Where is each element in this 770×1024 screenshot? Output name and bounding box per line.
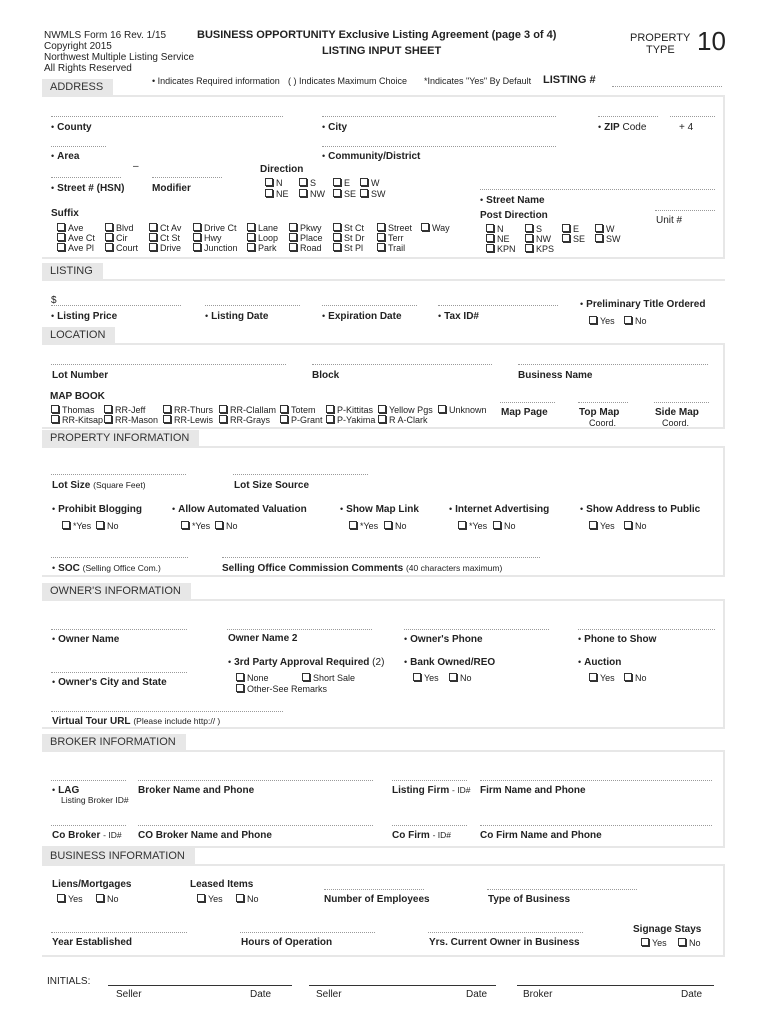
section-property-information: PROPERTY INFORMATION bbox=[42, 430, 199, 446]
suffix-st-pl[interactable]: St Pl bbox=[333, 243, 363, 253]
type-of-business-field[interactable] bbox=[487, 889, 637, 890]
signage-label: Signage Stays bbox=[633, 924, 702, 935]
show-address-yes[interactable]: Yes bbox=[589, 521, 615, 531]
lot-size-source-label: Lot Size Source bbox=[234, 480, 310, 491]
initials-label: INITIALS: bbox=[47, 976, 91, 987]
leased-no[interactable]: No bbox=[236, 894, 259, 904]
suffix-junction[interactable]: Junction bbox=[193, 243, 238, 253]
post-dir-e[interactable]: E bbox=[562, 224, 579, 234]
section-address: ADDRESS bbox=[42, 79, 113, 95]
map-book-p-kittitas[interactable]: P-Kittitas bbox=[326, 405, 373, 415]
auction-no[interactable]: No bbox=[624, 673, 647, 683]
post-dir-se[interactable]: SE bbox=[562, 234, 585, 244]
internet-yes[interactable]: *Yes bbox=[458, 521, 487, 531]
post-dir-w[interactable]: W bbox=[595, 224, 615, 234]
legend-max: ( ) Indicates Maximum Choice bbox=[288, 76, 408, 86]
top-map-label: Top Map bbox=[579, 407, 620, 418]
legend-required: • Indicates Required information bbox=[152, 76, 280, 86]
leased-items-label: Leased Items bbox=[190, 879, 254, 890]
listing-firm-id-field[interactable] bbox=[392, 780, 467, 781]
section-broker-information: BROKER INFORMATION bbox=[42, 734, 186, 750]
virtual-tour-field[interactable] bbox=[51, 711, 283, 712]
suffix-hwy[interactable]: Hwy bbox=[193, 233, 222, 243]
suffix-place[interactable]: Place bbox=[289, 233, 323, 243]
map-book-rr-clallam[interactable]: RR-Clallam bbox=[219, 405, 276, 415]
listing-firm-label: Listing Firm - ID# bbox=[392, 785, 471, 796]
section-owner-information: OWNER'S INFORMATION bbox=[42, 583, 191, 599]
map-book-rr-kitsap[interactable]: RR-Kitsap bbox=[51, 415, 103, 425]
employees-field[interactable] bbox=[324, 889, 424, 890]
blogging-no[interactable]: No bbox=[96, 521, 119, 531]
leased-yes[interactable]: Yes bbox=[197, 894, 223, 904]
map-book-p-grant[interactable]: P-Grant bbox=[280, 415, 323, 425]
suffix-trail[interactable]: Trail bbox=[377, 243, 405, 253]
zip4-label: + 4 bbox=[679, 122, 694, 133]
post-dir-kps[interactable]: KPS bbox=[525, 244, 554, 254]
street-number-field[interactable] bbox=[51, 177, 121, 178]
firm-name-label: Firm Name and Phone bbox=[480, 785, 586, 796]
hours-label: Hours of Operation bbox=[241, 937, 333, 948]
post-dir-s[interactable]: S bbox=[525, 224, 542, 234]
street-number-label: • Street # (HSN) bbox=[51, 183, 125, 194]
internet-no[interactable]: No bbox=[493, 521, 516, 531]
signage-no[interactable]: No bbox=[678, 938, 701, 948]
auction-yes[interactable]: Yes bbox=[589, 673, 615, 683]
business-name-label: Business Name bbox=[518, 370, 593, 381]
direction-label: Direction bbox=[260, 164, 304, 175]
seller-2-label: Seller bbox=[316, 989, 342, 1000]
phone-to-show-label: • Phone to Show bbox=[578, 634, 657, 645]
unit-label: Unit # bbox=[656, 215, 683, 226]
soc-field[interactable] bbox=[51, 557, 188, 558]
section-business-information: BUSINESS INFORMATION bbox=[42, 848, 195, 864]
tax-id-field[interactable] bbox=[438, 305, 558, 306]
dollar-sign: $ bbox=[51, 295, 57, 306]
third-party-short-sale[interactable]: Short Sale bbox=[302, 673, 355, 683]
post-dir-sw[interactable]: SW bbox=[595, 234, 621, 244]
area-dash: – bbox=[133, 161, 139, 172]
suffix-street[interactable]: Street bbox=[377, 223, 412, 233]
map-book-rr-jeff[interactable]: RR-Jeff bbox=[104, 405, 145, 415]
internet-advertising-label: • Internet Advertising bbox=[449, 504, 550, 515]
owner-city-state-label: • Owner's City and State bbox=[52, 677, 167, 688]
direction-nw[interactable]: NW bbox=[299, 189, 325, 199]
suffix-st-dr[interactable]: St Dr bbox=[333, 233, 365, 243]
modifier-field[interactable] bbox=[152, 177, 222, 178]
show-address-label: • Show Address to Public bbox=[580, 504, 701, 515]
yrs-owner-field[interactable] bbox=[428, 932, 583, 933]
suffix-ct-av[interactable]: Ct Av bbox=[149, 223, 181, 233]
area-label: • Area bbox=[51, 151, 80, 162]
blogging-yes[interactable]: *Yes bbox=[62, 521, 91, 531]
page-title: BUSINESS OPPORTUNITY Exclusive Listing Agreement (page 3 of 4) bbox=[197, 29, 557, 41]
co-broker-label: Co Broker - ID# bbox=[52, 830, 122, 841]
co-broker-id-field[interactable] bbox=[51, 825, 126, 826]
prohibit-blogging-label: • Prohibit Blogging bbox=[52, 504, 143, 515]
liens-label: Liens/Mortgages bbox=[52, 879, 132, 890]
page-subtitle: LISTING INPUT SHEET bbox=[322, 45, 442, 57]
suffix-ave-ct[interactable]: Ave Ct bbox=[57, 233, 95, 243]
suffix-park[interactable]: Park bbox=[247, 243, 277, 253]
expiration-date-field[interactable] bbox=[322, 305, 417, 306]
direction-se[interactable]: SE bbox=[333, 189, 356, 199]
post-dir-ne[interactable]: NE bbox=[486, 234, 510, 244]
year-established-label: Year Established bbox=[52, 937, 133, 948]
expiration-date-label: • Expiration Date bbox=[322, 311, 402, 322]
direction-s[interactable]: S bbox=[299, 178, 316, 188]
map-book-ra-clark[interactable]: R A-Clark bbox=[378, 415, 428, 425]
employees-label: Number of Employees bbox=[324, 894, 430, 905]
zip4-field[interactable] bbox=[670, 116, 715, 117]
suffix-lane[interactable]: Lane bbox=[247, 223, 278, 233]
tax-id-label: • Tax ID# bbox=[438, 311, 479, 322]
map-book-thomas[interactable]: Thomas bbox=[51, 405, 95, 415]
modifier-label: Modifier bbox=[152, 183, 191, 194]
side-map-label: Side Map bbox=[655, 407, 699, 418]
co-firm-name-field[interactable] bbox=[480, 825, 712, 826]
city-field[interactable] bbox=[322, 116, 556, 117]
form-id: NWMLS Form 16 Rev. 1/15 bbox=[44, 30, 167, 41]
bank-owned-no[interactable]: No bbox=[449, 673, 472, 683]
suffix-terr[interactable]: Terr bbox=[377, 233, 404, 243]
type-of-business-label: Type of Business bbox=[488, 894, 571, 905]
property-type-number: 10 bbox=[697, 26, 726, 56]
block-field[interactable] bbox=[312, 364, 492, 365]
post-dir-kpn[interactable]: KPN bbox=[486, 244, 516, 254]
map-book-yellow-pgs[interactable]: Yellow Pgs bbox=[378, 405, 433, 415]
suffix-cir[interactable]: Cir bbox=[105, 233, 128, 243]
zip-label: • ZIP Code bbox=[598, 122, 647, 133]
bank-owned-label: • Bank Owned/REO bbox=[404, 657, 496, 668]
street-name-field[interactable] bbox=[480, 189, 715, 190]
show-address-no[interactable]: No bbox=[624, 521, 647, 531]
suffix-ct-st[interactable]: Ct St bbox=[149, 233, 180, 243]
seller-2-initials-field[interactable] bbox=[309, 985, 496, 986]
suffix-road[interactable]: Road bbox=[289, 243, 322, 253]
broker-label: Broker bbox=[523, 989, 553, 1000]
area-field[interactable] bbox=[51, 146, 106, 147]
lot-size-label: Lot Size (Square Feet) bbox=[52, 480, 146, 491]
owner-name-2-label: Owner Name 2 bbox=[228, 633, 298, 644]
prelim-title-label: • Preliminary Title Ordered bbox=[580, 299, 706, 310]
listing-date-field[interactable] bbox=[205, 305, 300, 306]
map-book-rr-thurs[interactable]: RR-Thurs bbox=[163, 405, 213, 415]
prelim-title-yes[interactable]: Yes bbox=[589, 316, 615, 326]
co-broker-name-label: CO Broker Name and Phone bbox=[138, 830, 272, 841]
owner-phone-field[interactable] bbox=[404, 629, 549, 630]
co-firm-name-label: Co Firm Name and Phone bbox=[480, 830, 602, 841]
suffix-loop[interactable]: Loop bbox=[247, 233, 278, 243]
third-party-label: • 3rd Party Approval Required (2) bbox=[228, 657, 385, 668]
suffix-label: Suffix bbox=[51, 208, 79, 219]
auction-label: • Auction bbox=[578, 657, 622, 668]
suffix-pkwy[interactable]: Pkwy bbox=[289, 223, 322, 233]
soc-label: • SOC (Selling Office Com.) bbox=[52, 563, 161, 574]
automated-valuation-label: • Allow Automated Valuation bbox=[172, 504, 307, 515]
side-map-field[interactable] bbox=[654, 402, 709, 403]
post-direction-label: Post Direction bbox=[480, 210, 548, 221]
map-link-no[interactable]: No bbox=[384, 521, 407, 531]
virtual-tour-label: Virtual Tour URL (Please include http:// ) bbox=[52, 716, 221, 727]
map-page-label: Map Page bbox=[501, 407, 548, 418]
suffix-drive[interactable]: Drive bbox=[149, 243, 181, 253]
suffix-blvd[interactable]: Blvd bbox=[105, 223, 134, 233]
unit-field[interactable] bbox=[655, 210, 715, 211]
co-firm-label: Co Firm - ID# bbox=[392, 830, 451, 841]
map-book-p-yakima[interactable]: P-Yakima bbox=[326, 415, 375, 425]
lag-label: • LAG bbox=[52, 785, 80, 796]
listing-price-label: • Listing Price bbox=[51, 311, 118, 322]
co-firm-id-field[interactable] bbox=[392, 825, 467, 826]
map-book-rr-grays[interactable]: RR-Grays bbox=[219, 415, 270, 425]
business-name-field[interactable] bbox=[518, 364, 708, 365]
copyright: Copyright 2015 bbox=[44, 41, 112, 52]
direction-sw[interactable]: SW bbox=[360, 189, 386, 199]
rights: All Rights Reserved bbox=[44, 63, 132, 74]
third-party-other[interactable]: Other-See Remarks bbox=[236, 684, 327, 694]
top-map-coord: Coord. bbox=[589, 418, 617, 428]
listing-price-field[interactable] bbox=[51, 305, 181, 306]
city-label: • City bbox=[322, 122, 348, 133]
show-map-link-label: • Show Map Link bbox=[340, 504, 419, 515]
broker-name-field[interactable] bbox=[138, 780, 373, 781]
owner-name-label: • Owner Name bbox=[52, 634, 120, 645]
signage-yes[interactable]: Yes bbox=[641, 938, 667, 948]
owner-name-field[interactable] bbox=[51, 629, 187, 630]
county-label: • County bbox=[51, 122, 92, 133]
seller-2-date-label: Date bbox=[466, 989, 488, 1000]
seller-1-label: Seller bbox=[116, 989, 142, 1000]
lag-note: Listing Broker ID# bbox=[61, 795, 129, 805]
prelim-title-no[interactable]: No bbox=[624, 316, 647, 326]
direction-e[interactable]: E bbox=[333, 178, 350, 188]
map-book-rr-mason[interactable]: RR-Mason bbox=[104, 415, 158, 425]
suffix-ave[interactable]: Ave bbox=[57, 223, 83, 233]
firm-name-field[interactable] bbox=[480, 780, 712, 781]
valuation-no[interactable]: No bbox=[215, 521, 238, 531]
phone-to-show-field[interactable] bbox=[578, 629, 715, 630]
post-dir-n[interactable]: N bbox=[486, 224, 504, 234]
valuation-yes[interactable]: *Yes bbox=[181, 521, 210, 531]
broker-date-label: Date bbox=[681, 989, 703, 1000]
soc-comments-field[interactable] bbox=[222, 557, 540, 558]
post-dir-nw[interactable]: NW bbox=[525, 234, 551, 244]
property-label: PROPERTY bbox=[630, 32, 691, 44]
seller-1-date-label: Date bbox=[250, 989, 272, 1000]
third-party-none[interactable]: None bbox=[236, 673, 269, 683]
lot-number-label: Lot Number bbox=[52, 370, 109, 381]
lot-number-field[interactable] bbox=[51, 364, 286, 365]
suffix-way[interactable]: Way bbox=[421, 223, 450, 233]
suffix-ave-pl[interactable]: Ave Pl bbox=[57, 243, 94, 253]
co-broker-name-field[interactable] bbox=[138, 825, 373, 826]
broker-name-label: Broker Name and Phone bbox=[138, 785, 255, 796]
type-label: TYPE bbox=[646, 44, 675, 56]
top-map-field[interactable] bbox=[578, 402, 628, 403]
suffix-st-ct[interactable]: St Ct bbox=[333, 223, 364, 233]
block-label: Block bbox=[312, 370, 340, 381]
bank-owned-yes[interactable]: Yes bbox=[413, 673, 439, 683]
direction-w[interactable]: W bbox=[360, 178, 380, 188]
owner-phone-label: • Owner's Phone bbox=[404, 634, 483, 645]
legend-default: *Indicates "Yes" By Default bbox=[424, 76, 532, 86]
owner-name-2-field[interactable] bbox=[227, 629, 372, 630]
zip-field[interactable] bbox=[598, 116, 658, 117]
direction-n[interactable]: N bbox=[265, 178, 283, 188]
liens-yes[interactable]: Yes bbox=[57, 894, 83, 904]
broker-initials-field[interactable] bbox=[517, 985, 714, 986]
form-id-block bbox=[44, 30, 194, 74]
map-link-yes[interactable]: *Yes bbox=[349, 521, 378, 531]
map-page-field[interactable] bbox=[500, 402, 555, 403]
section-listing: LISTING bbox=[42, 263, 103, 279]
hours-field[interactable] bbox=[240, 932, 375, 933]
direction-ne[interactable]: NE bbox=[265, 189, 289, 199]
suffix-court[interactable]: Court bbox=[105, 243, 138, 253]
listing-date-label: • Listing Date bbox=[205, 311, 269, 322]
lot-size-field[interactable] bbox=[51, 474, 186, 475]
org-name: Northwest Multiple Listing Service bbox=[44, 52, 195, 63]
soc-comments-label: Selling Office Commission Comments (40 characters maximum) bbox=[222, 563, 503, 574]
county-field[interactable] bbox=[51, 116, 283, 117]
seller-1-initials-field[interactable] bbox=[108, 985, 292, 986]
yrs-owner-label: Yrs. Current Owner in Business bbox=[429, 937, 580, 948]
side-map-coord: Coord. bbox=[662, 418, 690, 428]
owner-city-state-field[interactable] bbox=[51, 672, 187, 673]
lag-field[interactable] bbox=[51, 780, 126, 781]
community-field[interactable] bbox=[322, 146, 556, 147]
map-book-unknown[interactable]: Unknown bbox=[438, 405, 487, 415]
map-book-rr-lewis[interactable]: RR-Lewis bbox=[163, 415, 213, 425]
map-book-totem[interactable]: Totem bbox=[280, 405, 316, 415]
listing-number-label: LISTING # bbox=[543, 74, 596, 86]
listing-number-field[interactable] bbox=[612, 86, 722, 87]
year-established-field[interactable] bbox=[51, 932, 187, 933]
community-label: • Community/District bbox=[322, 151, 421, 162]
lot-size-source-field[interactable] bbox=[233, 474, 368, 475]
suffix-drive-ct[interactable]: Drive Ct bbox=[193, 223, 237, 233]
section-location: LOCATION bbox=[42, 327, 115, 343]
liens-no[interactable]: No bbox=[96, 894, 119, 904]
map-book-label: MAP BOOK bbox=[50, 391, 105, 402]
street-name-label: • Street Name bbox=[480, 195, 545, 206]
